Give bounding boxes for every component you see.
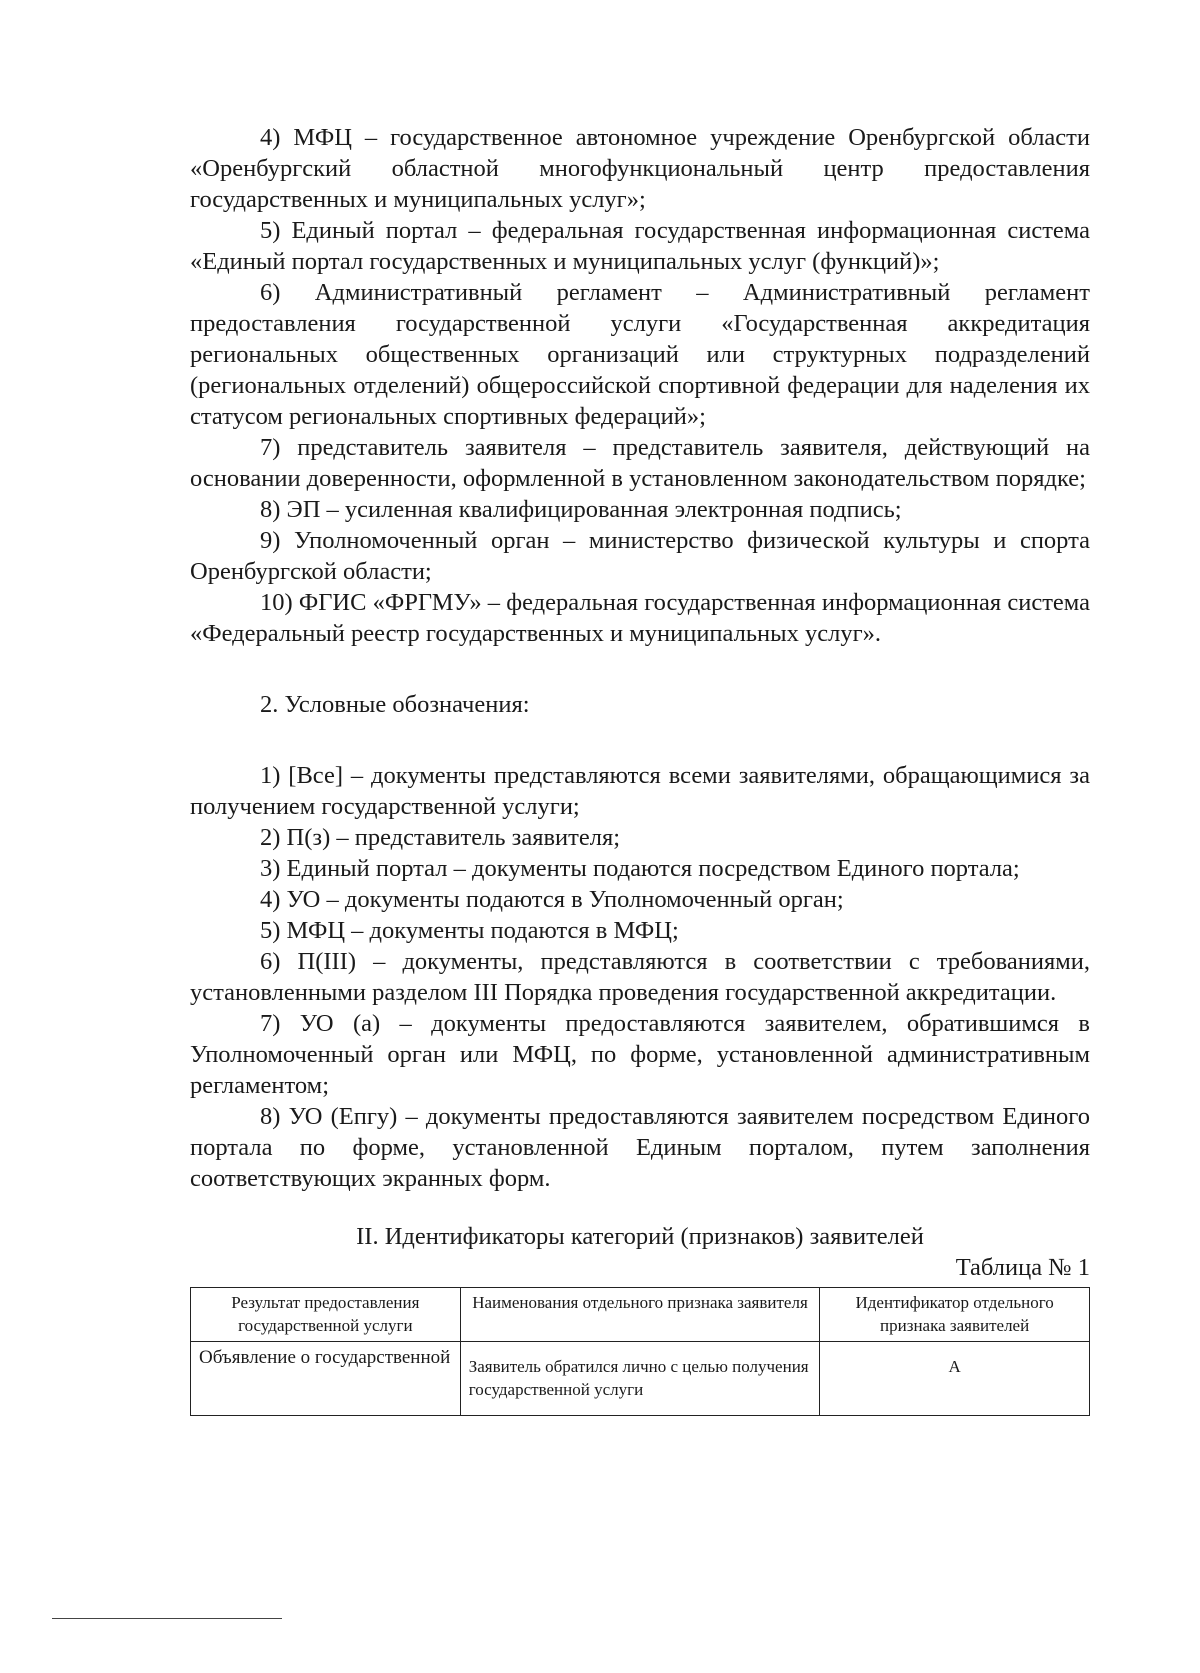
definition-item: 4) МФЦ – государственное автономное учреждение Оренбургской области «Оренбургский областной многофункциональный центр предоставления государственных и муниципальных услуг»; <box>190 124 1090 213</box>
definition-item: 10) ФГИС «ФРГМУ» – федеральная государственная информационная система «Федеральный реестр государственных и муниципальных услуг». <box>190 589 1090 647</box>
table-cell: А <box>820 1342 1090 1416</box>
table-header-cell: Идентификатор отдельного признака заявителей <box>820 1288 1090 1342</box>
table-label: Таблица № 1 <box>955 1254 1090 1281</box>
legend-item: 5) МФЦ – документы подаются в МФЦ; <box>260 917 679 944</box>
legend-item: 4) УО – документы подаются в Уполномоченный орган; <box>260 886 844 913</box>
legend-item: 8) УО (Епгу) – документы предоставляются заявителем посредством Единого портала по форме, установленной Единым порталом, путем заполнения соответствующих экранных форм. <box>190 1103 1090 1192</box>
legend-item: 3) Единый портал – документы подаются посредством Единого портала; <box>260 855 1020 882</box>
section-2-title: 2. Условные обозначения: <box>260 691 530 718</box>
definition-item: 7) представитель заявителя – представитель заявителя, действующий на основании доверенности, оформленной в установленном законодательством порядке; <box>190 434 1090 492</box>
legend-item: 7) УО (а) – документы предоставляются заявителем, обратившимся в Уполномоченный орган или МФЦ, по форме, установленной административным регламентом; <box>190 1010 1090 1099</box>
table-cell: Заявитель обратился лично с целью получения государственной услуги <box>460 1342 820 1416</box>
definition-item: 8) ЭП – усиленная квалифицированная электронная подпись; <box>260 496 902 523</box>
legend-item: 2) П(з) – представитель заявителя; <box>260 824 621 851</box>
table-header-row <box>191 1288 1090 1342</box>
document-body <box>190 122 1090 1416</box>
applicant-identifiers-table <box>190 1287 1090 1416</box>
table-row <box>191 1342 1090 1416</box>
table-cell: Объявление о государственной <box>191 1342 461 1416</box>
table-header-cell: Наименования отдельного признака заявителя <box>460 1288 820 1342</box>
section-ii-title: II. Идентификаторы категорий (признаков) заявителей <box>356 1223 924 1250</box>
footnote-separator <box>52 1618 282 1619</box>
table-header-cell: Результат предоставления государственной услуги <box>191 1288 461 1342</box>
legend-item: 6) П(III) – документы, представляются в соответствии с требованиями, установленными разделом III Порядка проведения государственной аккредитации. <box>190 948 1090 1006</box>
definition-item: 5) Единый портал – федеральная государственная информационная система «Единый портал государственных и муниципальных услуг (функций)»; <box>190 217 1090 275</box>
definition-item: 9) Уполномоченный орган – министерство физической культуры и спорта Оренбургской области; <box>190 527 1090 585</box>
legend-item: 1) [Все] – документы представляются всеми заявителями, обращающимися за получением государственной услуги; <box>190 762 1090 820</box>
definition-item: 6) Административный регламент – Административный регламент предоставления государственной услуги «Государственная аккредитация региональных общественных организаций или структурных подразделений (региональных отделений) общероссийской спортивной федерации для наделения их статусом региональных спортивных федераций»; <box>190 279 1090 430</box>
